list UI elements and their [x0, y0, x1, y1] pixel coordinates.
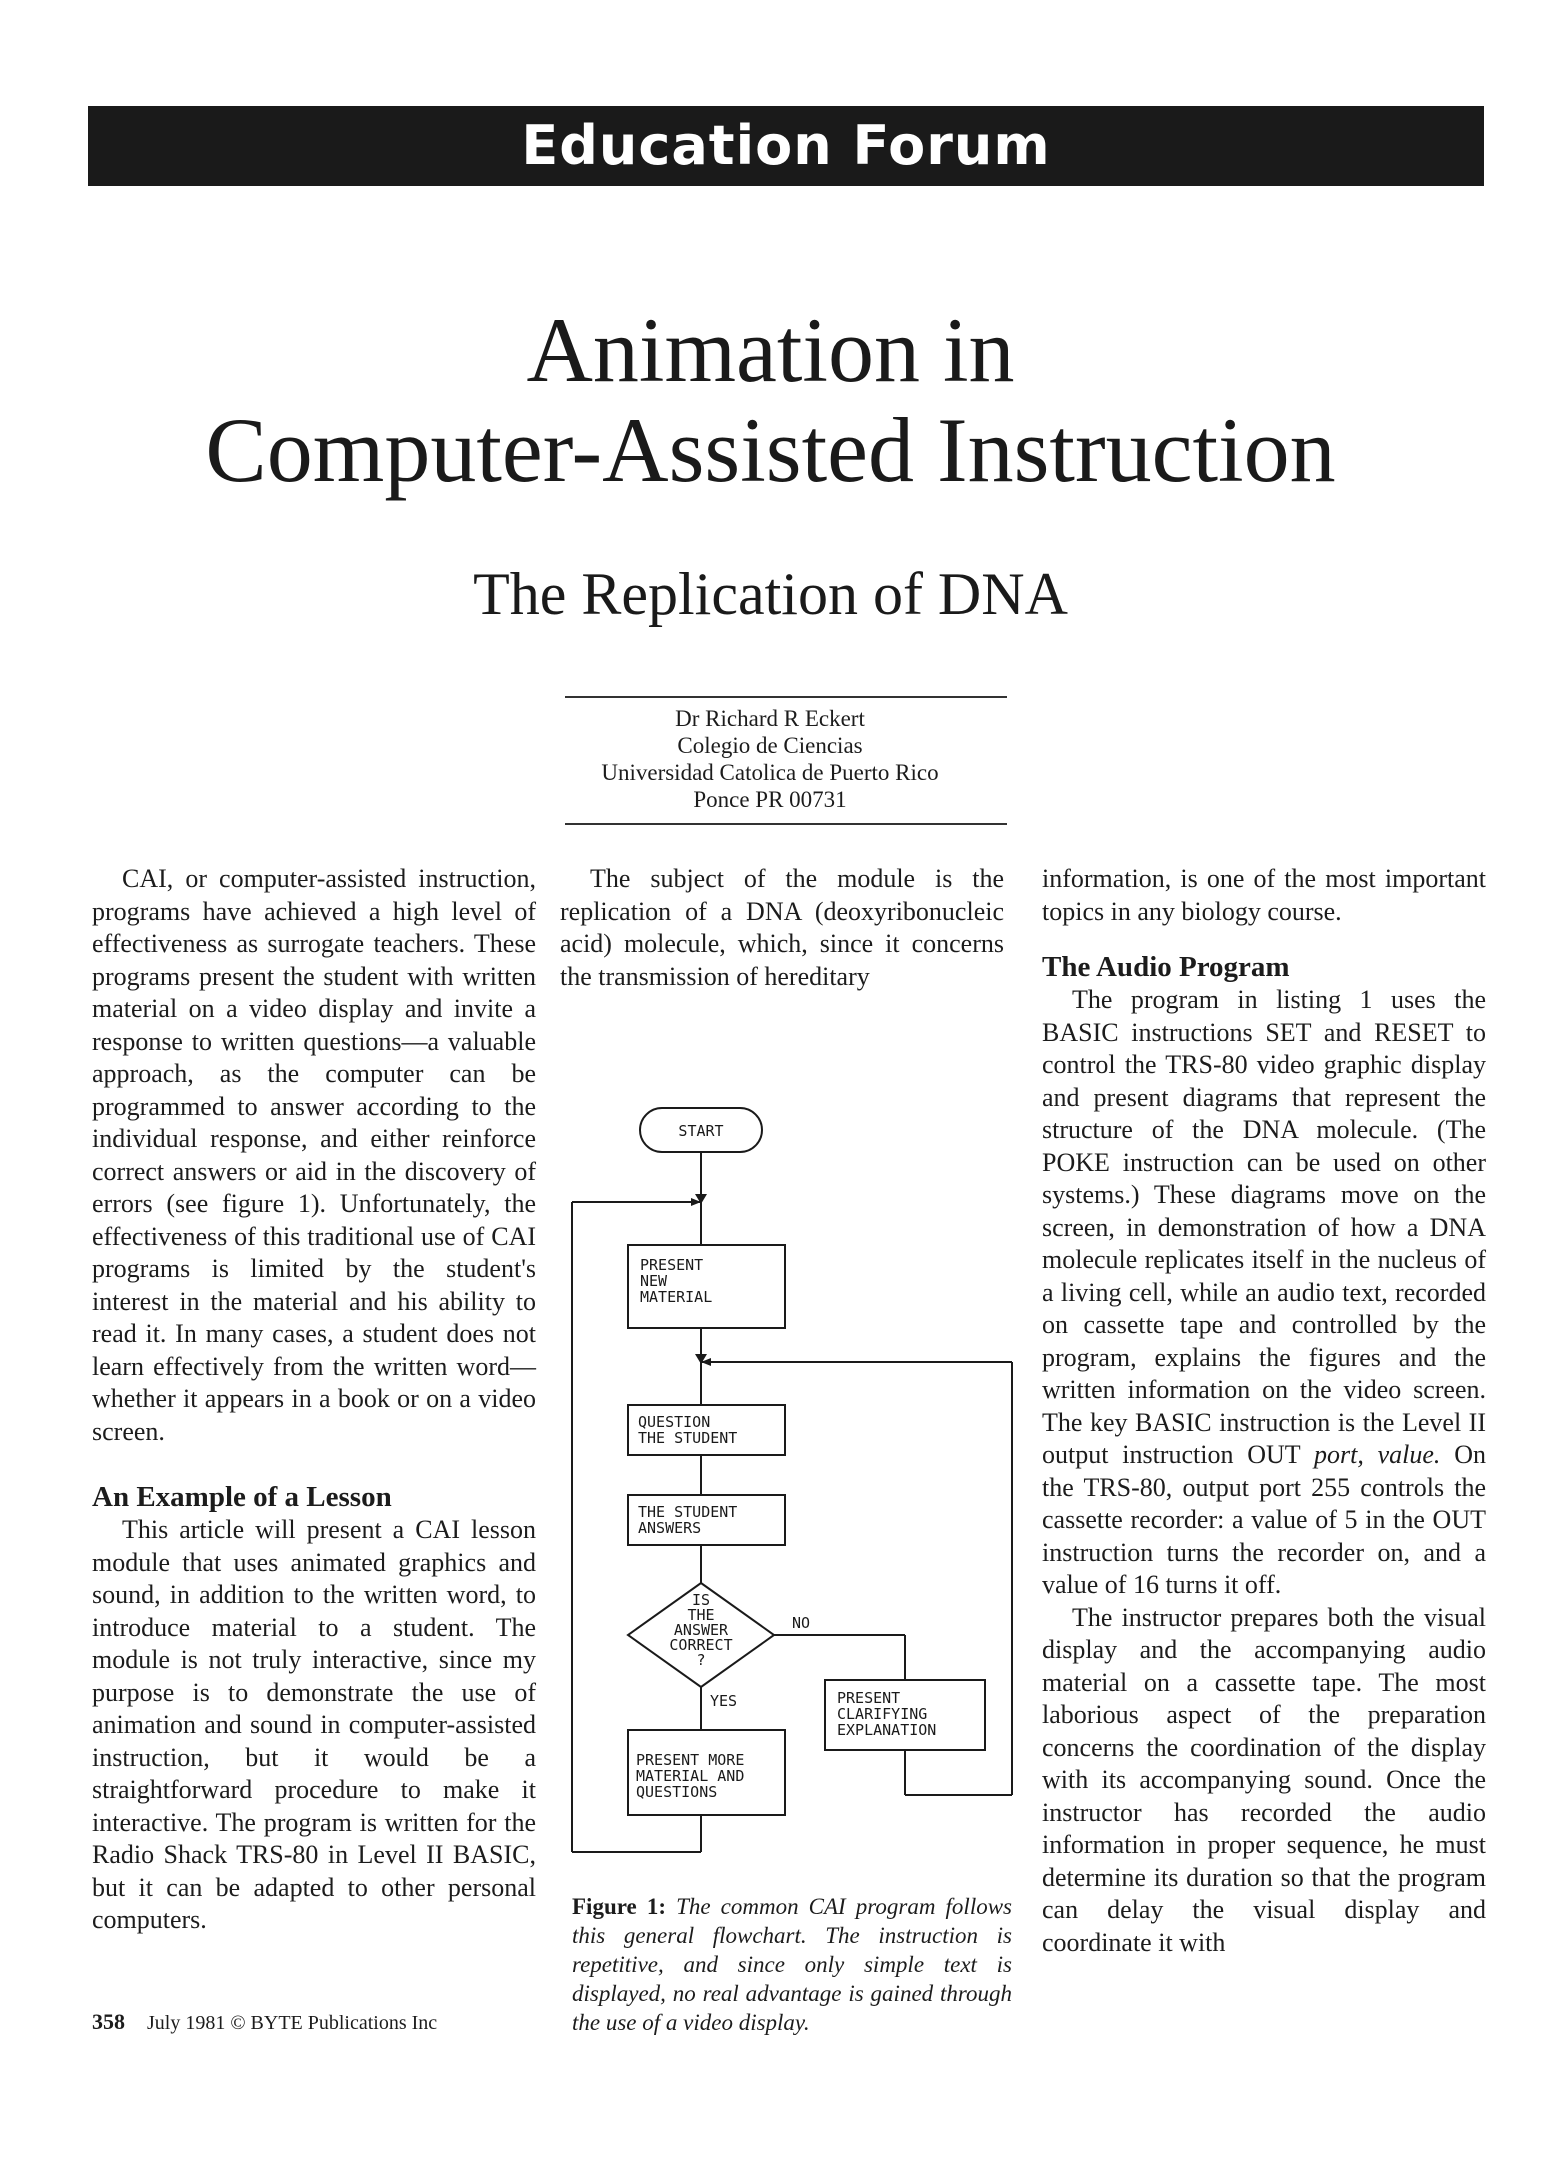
author-address: Ponce PR 00731: [693, 787, 847, 812]
flowchart-yes-label: YES: [710, 1692, 738, 1710]
audio-paragraph-1-a: The program in listing 1 uses the BASIC instructions SET and RESET to control the TRS-80 video graphic display and present diagrams that represent the structure of the DNA molecule. (The POKE instruction can be used on other systems.) These diagrams move on the screen, in demonstration of how a DNA molecule replicates itself in the nucleus of a living cell, while an audio text, recorded on cassette tape and controlled by the program, explains the figures and the written information on the video screen. The key BASIC instruction is the Level II output instruction OUT: [1042, 985, 1486, 1469]
flowchart-decision-line-1: IS: [691, 1591, 711, 1609]
column-3: [1042, 863, 1486, 1959]
flowchart-decision-line-4: CORRECT: [669, 1636, 733, 1654]
flowchart-more-line-3: QUESTIONS: [636, 1783, 718, 1801]
flowchart-question-line-2: THE STUDENT: [638, 1429, 738, 1447]
flowchart-answers-line-1: THE STUDENT: [638, 1503, 738, 1521]
flowchart-no-label: NO: [792, 1614, 811, 1632]
subject-paragraph: The subject of the module is the replication of a DNA (deoxyribonucleic acid) molecule, which, since it concerns the transmission of hereditary: [560, 864, 1004, 991]
flowchart-clarify-line-2: CLARIFYING: [837, 1705, 928, 1723]
author-block: [560, 705, 980, 813]
audio-paragraph-1: [1042, 984, 1486, 1602]
flowchart-more-line-2: MATERIAL AND: [636, 1767, 745, 1785]
figure-caption: [572, 1892, 1012, 2037]
flowchart-present-new-line-3: MATERIAL: [640, 1288, 713, 1306]
flowchart-question-line-1: QUESTION: [638, 1413, 711, 1431]
author-university: Universidad Catolica de Puerto Rico: [601, 760, 939, 785]
footer-credit: July 1981 © BYTE Publications Inc: [147, 2012, 438, 2034]
title-line-2: Computer-Assisted Instruction: [205, 399, 1336, 501]
continuation-paragraph: information, is one of the most important topics in any biology course.: [1042, 864, 1486, 926]
flowchart-decision-line-5: ?: [696, 1651, 706, 1669]
flowchart-decision-line-2: THE: [687, 1606, 715, 1624]
flowchart-clarify-line-1: PRESENT: [837, 1689, 901, 1707]
flowchart-start-label: START: [678, 1122, 724, 1140]
column-2: [560, 863, 1004, 993]
page-number: 358: [92, 2009, 125, 2034]
title-line-1: Animation in: [526, 299, 1015, 401]
flowchart-present-new-line-1: PRESENT: [640, 1256, 704, 1274]
article-title: [0, 300, 1541, 500]
article-subtitle: The Replication of DNA: [473, 561, 1068, 627]
author-rule-top: [565, 696, 1007, 698]
author-rule-bottom: [565, 823, 1007, 825]
figure-caption-label: Figure 1:: [572, 1894, 666, 1919]
audio-paragraph-1-italic: port, value.: [1314, 1440, 1441, 1469]
flowchart-present-new-line-2: NEW: [640, 1272, 668, 1290]
audio-paragraph-1-b: On the TRS-80, output port 255 controls the cassette recorder: a value of 5 in the OUT instruction turns the recorder on, and a value of 16 turns it off.: [1042, 1440, 1487, 1599]
flowchart-answers-line-2: ANSWERS: [638, 1519, 702, 1537]
flowchart-figure: [560, 1100, 1020, 1880]
flowchart-decision-line-3: ANSWER: [673, 1621, 729, 1639]
section-heading-example: An Example of a Lesson: [92, 1481, 392, 1513]
figure-caption-text: The common CAI program follows this general flowchart. The instruction is repetitive, and since only simple text is displayed, no real advantage is gained through the use of a video display.: [572, 1894, 1012, 2035]
author-department: Colegio de Ciencias: [677, 733, 863, 758]
flowchart-clarify-line-3: EXPLANATION: [837, 1721, 937, 1739]
section-heading-audio: The Audio Program: [1042, 951, 1290, 983]
flowchart-more-line-1: PRESENT MORE: [636, 1751, 745, 1769]
author-name: Dr Richard R Eckert: [675, 706, 865, 731]
section-banner: Education Forum: [88, 106, 1484, 186]
audio-paragraph-2: The instructor prepares both the visual display and the accompanying audio material on a cassette tape. The most laborious aspect of the preparation concerns the coordination of the display with its accompanying sound. Once the instructor has recorded the audio information in proper sequence, he must determine its duration so that the program can delay the visual display and coordinate it with: [1042, 1602, 1486, 1957]
column-1: [92, 863, 536, 1937]
intro-paragraph: CAI, or computer-assisted instruction, programs have achieved a high level of effectiveness as surrogate teachers. These programs present the student with written material on a video display and invite a response to written questions—a valuable approach, as the computer can be programmed to answer according to the individual response, and either reinforce correct answers or aid in the discovery of errors (see figure 1). Unfortunately, the effectiveness of this traditional use of CAI programs is limited by the student's interest in the material and his ability to read it. In many cases, a student does not learn effectively from the written word—whether it appears in a book or on a video screen.: [92, 864, 536, 1446]
page-footer: [92, 2010, 437, 2035]
example-paragraph: This article will present a CAI lesson module that uses animated graphics and sound, in addition to the written word, to introduce material to a student. The module is not truly interactive, since my purpose is to demonstrate the use of animation and sound in computer-assisted instruction, but it would be a straightforward procedure to make it interactive. The program is written for the Radio Shack TRS-80 in Level II BASIC, but it can be adapted to other personal computers.: [92, 1515, 536, 1934]
